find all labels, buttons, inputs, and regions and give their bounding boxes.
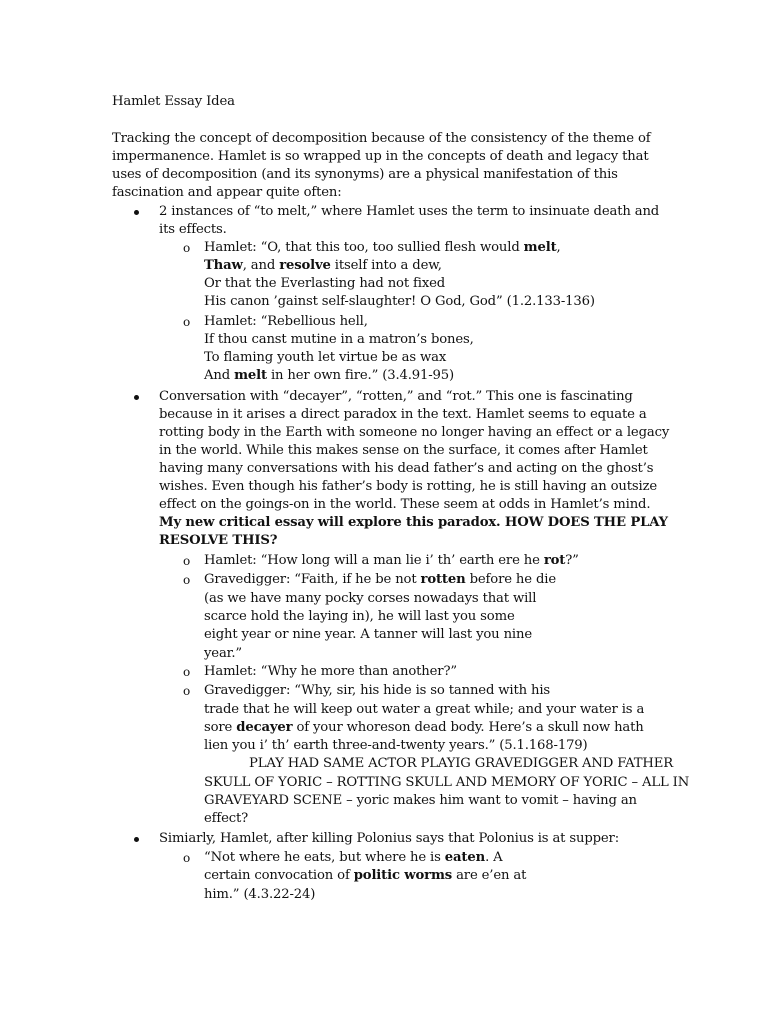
quote-line: If thou canst mutine in a matron’s bones, <box>204 332 474 347</box>
bullet-marker <box>134 395 139 400</box>
sub-bullet-marker: o <box>183 315 191 329</box>
sub-bullet-marker: o <box>183 665 191 679</box>
bullet-line: Conversation with “decayer”, “rotten,” and “rot.” This one is fascinating <box>159 389 633 404</box>
bullet-marker <box>134 837 139 842</box>
quote-line: Gravedigger: “Why, sir, his hide is so tanned with his <box>204 683 551 698</box>
intro-line: fascination and appear quite often: <box>112 185 342 200</box>
quote-line: certain convocation of politic worms are e’en at <box>204 868 527 883</box>
quote-line: eight year or nine year. A tanner will last you nine <box>204 627 532 642</box>
bullet-line: wishes. Even though his father’s body is rotting, he is still having an outsize <box>159 479 658 494</box>
bullet-line: because in it arises a direct paradox in the text. Hamlet seems to equate a <box>159 407 647 422</box>
intro-line: uses of decomposition (and its synonyms) are a physical manifestation of this <box>112 167 618 182</box>
bullet-line: Simiarly, Hamlet, after killing Polonius says that Polonius is at supper: <box>159 831 620 846</box>
bullet-marker <box>134 210 139 215</box>
sub-bullet-marker: o <box>183 573 191 587</box>
quote-line: Hamlet: “Rebellious hell, <box>204 314 368 329</box>
thesis-line: RESOLVE THIS? <box>159 533 278 548</box>
note-line: effect? <box>204 811 249 826</box>
quote-line: Thaw, and resolve itself into a dew, <box>204 258 442 273</box>
intro-line: Tracking the concept of decomposition because of the consistency of the theme of <box>112 131 651 146</box>
bullet-line: its effects. <box>159 222 227 237</box>
quote-line: His canon ’gainst self-slaughter! O God, God” (1.2.133-136) <box>204 294 595 309</box>
bullet-line: 2 instances of “to melt,” where Hamlet uses the term to insinuate death and <box>159 204 660 219</box>
document-title: Hamlet Essay Idea <box>112 94 235 109</box>
intro-line: impermanence. Hamlet is so wrapped up in the concepts of death and legacy that <box>112 149 649 164</box>
bullet-line: effect on the goings-on in the world. These seem at odds in Hamlet’s mind. <box>159 497 651 512</box>
quote-line: Hamlet: “Why he more than another?” <box>204 664 457 679</box>
quote-line: trade that he will keep out water a great while; and your water is a <box>204 702 645 717</box>
quote-line: To flaming youth let virtue be as wax <box>204 350 447 365</box>
note-line: PLAY HAD SAME ACTOR PLAYIG GRAVEDIGGER AND FATHER <box>249 756 674 771</box>
quote-line: him.” (4.3.22-24) <box>204 887 316 902</box>
quote-line: And melt in her own fire.” (3.4.91-95) <box>204 368 455 383</box>
quote-line: lien you i’ th’ earth three-and-twenty years.” (5.1.168-179) <box>204 738 588 753</box>
quote-line: Gravedigger: “Faith, if he be not rotten before he die <box>204 572 556 587</box>
sub-bullet-marker: o <box>183 554 191 568</box>
quote-line: (as we have many pocky corses nowadays that will <box>204 591 537 606</box>
sub-bullet-marker: o <box>183 851 191 865</box>
thesis-line: My new critical essay will explore this paradox. HOW DOES THE PLAY <box>159 515 668 530</box>
note-line: SKULL OF YORIC – ROTTING SKULL AND MEMORY OF YORIC – ALL IN <box>204 775 690 790</box>
note-line: GRAVEYARD SCENE – yoric makes him want to vomit – having an <box>204 793 637 808</box>
bullet-line: having many conversations with his dead father’s and acting on the ghost’s <box>159 461 654 476</box>
quote-line: year.” <box>204 646 243 661</box>
sub-bullet-marker: o <box>183 684 191 698</box>
quote-line: “Not where he eats, but where he is eaten. A <box>204 850 503 865</box>
quote-line: scarce hold the laying in), he will last you some <box>204 609 515 624</box>
bullet-line: rotting body in the Earth with someone no longer having an effect or a legacy <box>159 425 670 440</box>
quote-line: sore decayer of your whoreson dead body. Here’s a skull now hath <box>204 720 644 735</box>
quote-line: Or that the Everlasting had not fixed <box>204 276 446 291</box>
quote-line: Hamlet: “How long will a man lie i’ th’ earth ere he rot?” <box>204 553 579 568</box>
quote-line: Hamlet: “O, that this too, too sullied flesh would melt, <box>204 240 561 255</box>
sub-bullet-marker: o <box>183 241 191 255</box>
bullet-line: in the world. While this makes sense on the surface, it comes after Hamlet <box>159 443 648 458</box>
